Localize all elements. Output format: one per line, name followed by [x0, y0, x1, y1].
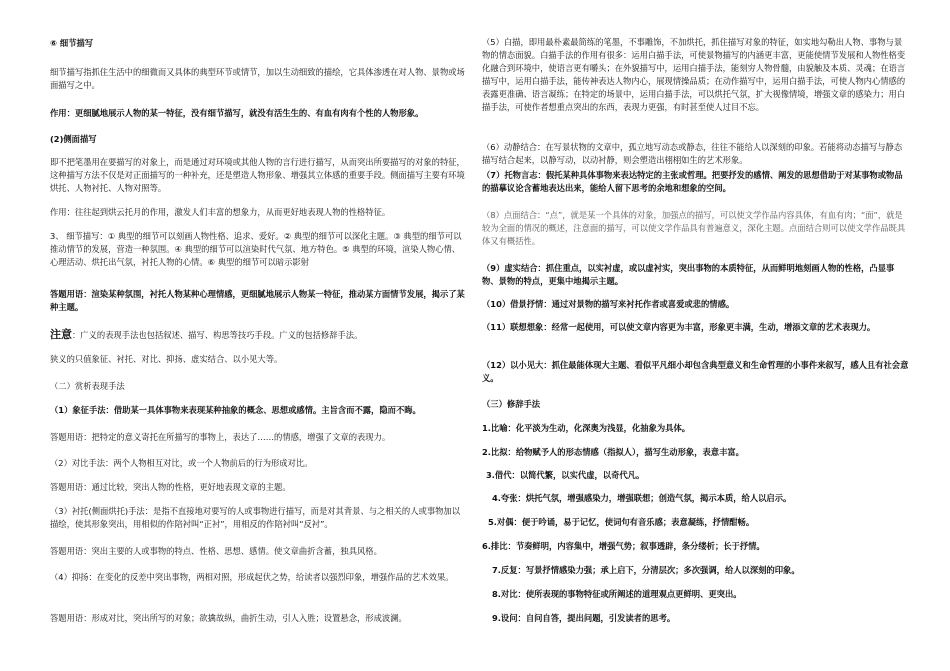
- paragraph-object-aspiration: （7）托物言志：假托某种具体事物来表达特定的主张或哲理。把要抒发的感情、阐发的思想借助于对某事物或物品的描摹议论含蓄地表达出来，能给人留下思考的余地和想象的空间。: [482, 170, 903, 193]
- rhetoric-item-rhetorical-question: 9.设问：自问自答，提出问题，引发读者的思考。: [492, 613, 676, 623]
- rhetoric-item-antithesis: 5.对偶：便于吟诵，易于记忆，使词句有音乐感；表意凝练，抒情酣畅。: [488, 517, 755, 527]
- rhetoric-item-parallelism: 6.排比：节奏鲜明，内容集中，增强气势；叙事透辟，条分缕析；长于抒情。: [482, 541, 765, 551]
- paragraph-plain-drawing: （5）白描，即用最朴素最简练的笔墨，不事雕饰，不加烘托，抓住描写对象的特征，如实地勾勒出人物、事物与景物的情态面貌。白描手法的作用有很多：运用白描手法，可使景物描写的内涵更丰富，更能使情节发展和人物性格变化融合到环境中，使语言更有嚼头；在外貌描写中，运用白描手法，能刻穷人物骨髓，由貌触及本质、灵魂；在语言描写中，运用白描手法，能传神表达人物内心，展现情操品质；在动作描写中，运用白描手法，可使人物内心情感的表露更准确、语言凝练；在特定的场景中，运用白描手法，可以烘托气氛，扩大视像情境，增强文章的感染力；用白描手法，可使作者想重点突出的东西，表现力更强，有时甚至使人过目不忘。: [482, 37, 906, 112]
- paragraph-narrow-sense: 狭义的只值象征、衬托、对比、抑扬、虚实结合、以小见大等。: [50, 354, 283, 364]
- paragraph-virtual-real: （9）虚实结合：抓住重点，以实衬虚，或以虚衬实，突出事物的本质特征，从而鲜明地刻画人物的性格，凸显事物、景物的特点，更集中地揭示主题。: [482, 263, 895, 286]
- rhetoric-item-personification: 2.比拟：给物赋予人的形态情感（指拟人），描写生动形象，表意丰富。: [482, 447, 744, 457]
- heading-detail-description: ⑥ 细节描写: [50, 38, 94, 48]
- paragraph-restraint-answer: 答题用语：形成对比，突出所写的对象；欲擒故纵，曲折生动，引人入胜；设置悬念，形成波澜。: [50, 613, 407, 623]
- rhetoric-item-metaphor: 1.比喻：化平淡为生动，化深奥为浅显，化抽象为具体。: [482, 423, 691, 433]
- paragraph-scenery-emotion: （10）借景抒情：通过对景物的描写来衬托作者或喜爱或悲的情感。: [482, 299, 735, 309]
- rhetoric-item-hyperbole: 4.夸张：烘托气氛，增强感染力，增强联想；创造气氛，揭示本质，给人以启示。: [492, 493, 792, 503]
- paragraph-restraint: （4）抑扬：在变化的反差中突出事物，两相对照，形成起伏之势，给读者以强烈印象，增强作品的艺术效果。: [50, 572, 454, 582]
- paragraph-contrast: （2）对比手法：两个人物相互对比，或一个人物前后的行为形成对比。: [50, 458, 313, 468]
- heading-rhetoric: （三）修辞手法: [482, 399, 541, 409]
- paragraph-detail-answer: 答题用语：渲染某种氛围，衬托人物某种心理情感，更细腻地展示人物某一特征，推动某方面情节发展，揭示了某种主题。: [50, 289, 465, 312]
- paragraph-foil-answer: 答题用语：突出主要的人或事物的特点、性格、思想、感情。使文章曲折含蓄，独具风格。: [50, 546, 382, 556]
- note-text: ：广义的表现手法也包括叙述、描写、构思等技巧手段。广义的包括修辞手法。: [72, 330, 363, 340]
- paragraph-small-to-large: （12）以小见大：抓住最能体现大主题、看似平凡细小却包含典型意义和生命哲理的小事件来叙写，感人且有社会意义。: [482, 360, 909, 383]
- rhetoric-item-metonymy: 3.借代：以简代繁，以实代虚，以奇代凡。: [486, 470, 645, 480]
- paragraph-side-definition: 即不把笔墨用在要描写的对象上，而是通过对环境或其他人物的言行进行描写，从而突出所要描写的对象的特征，这种描写方法不仅是对正面描写的一种补充，还是塑造人物形象、增强其立体感的重要手段。侧面描写主要有环境烘托、人物衬托、人物对照等。: [50, 157, 465, 193]
- rhetoric-item-repetition: 7.反复：写景抒情感染力强；承上启下，分清层次；多次强调，给人以深刻的印象。: [492, 565, 800, 575]
- paragraph-detail-definition: 细节描写指抓住生活中的细微而又具体的典型环节或情节，加以生动细致的描绘，它具体渗透在对人物、景物或场面描写之中。: [50, 67, 465, 90]
- paragraph-detail-effect: 作用：更细腻地展示人物的某一特征，没有细节描写，就没有活生生的、有血有肉有个性的人物形象。: [50, 108, 424, 118]
- paragraph-motion-stillness: （6）动静结合：在写景状物的文章中，孤立地写动态或静态，往往不能给人以深刻的印象。若能将动态描写与静态描写结合起来，以静写动，以动衬静，则会塑造出栩栩如生的艺术形象。: [482, 142, 903, 165]
- heading-side-description: (2)侧面描写: [50, 134, 97, 144]
- paragraph-association-imagination: （11）联想想象：经常一起使用，可以使文章内容更为丰富，形象更丰满，生动，增添文章的艺术表现力。: [482, 322, 876, 332]
- paragraph-symbolism: （1）象征手法：借助某一具体事物来表现某种抽象的概念、思想或感情。主旨含而不露，隐而不晦。: [50, 405, 421, 415]
- paragraph-side-effect: 作用：往往起到烘云托月的作用，激发人们丰富的想象力，从而更好地表现人物的性格特征。: [50, 207, 391, 217]
- rhetoric-item-contrast: 8.对比：使所表现的事物特征或所阐述的道理观点更鲜明、更突出。: [492, 589, 742, 599]
- note-label: 注意: [50, 328, 72, 341]
- paragraph-symbolism-answer: 答题用语：把特定的意义寄托在所描写的事物上，表达了……的情感，增强了文章的表现力。: [50, 432, 391, 442]
- paragraph-foil: （3）衬托(侧面烘托)手法：是指不直接地对要写的人或事物进行描写，而是对其背景、与之相关的人或事物加以描绘，使其形象突出，用相似的作陪衬叫“正衬”，用相反的作陪衬叫“反衬”。: [50, 506, 461, 529]
- paragraph-point-surface: （8）点面结合：“点”，就是某一个具体的对象，加强点的描写，可以使文学作品内容具体，有血有肉；“面”，就是较为全面的情况的概述，注意面的描写，可以使文学作品具有普遍意义，深化主题。点面结合则可以使文学作品既具体又有概括性。: [482, 210, 906, 246]
- paragraph-contrast-answer: 答题用语：通过比较，突出人物的性格，更好地表现文章的主题。: [50, 482, 291, 492]
- heading-appreciation-techniques: （二）赏析表现手法: [50, 381, 125, 391]
- paragraph-detail-functions: 3、 细节描写：① 典型的细节可以刻画人物性格、追求、爱好。② 典型的细节可以深化主题。③ 典型的细节可以推动情节的发展，营造一种氛围。④ 典型的细节可以渲染时代气氛、地方特色。⑤ 典型的环境，渲染人物心情、心理活动、烘托出气氛，衬托人物的心情。⑥ 典型的细节可以暗示影射: [50, 231, 462, 267]
- paragraph-note: [50, 328, 468, 342]
